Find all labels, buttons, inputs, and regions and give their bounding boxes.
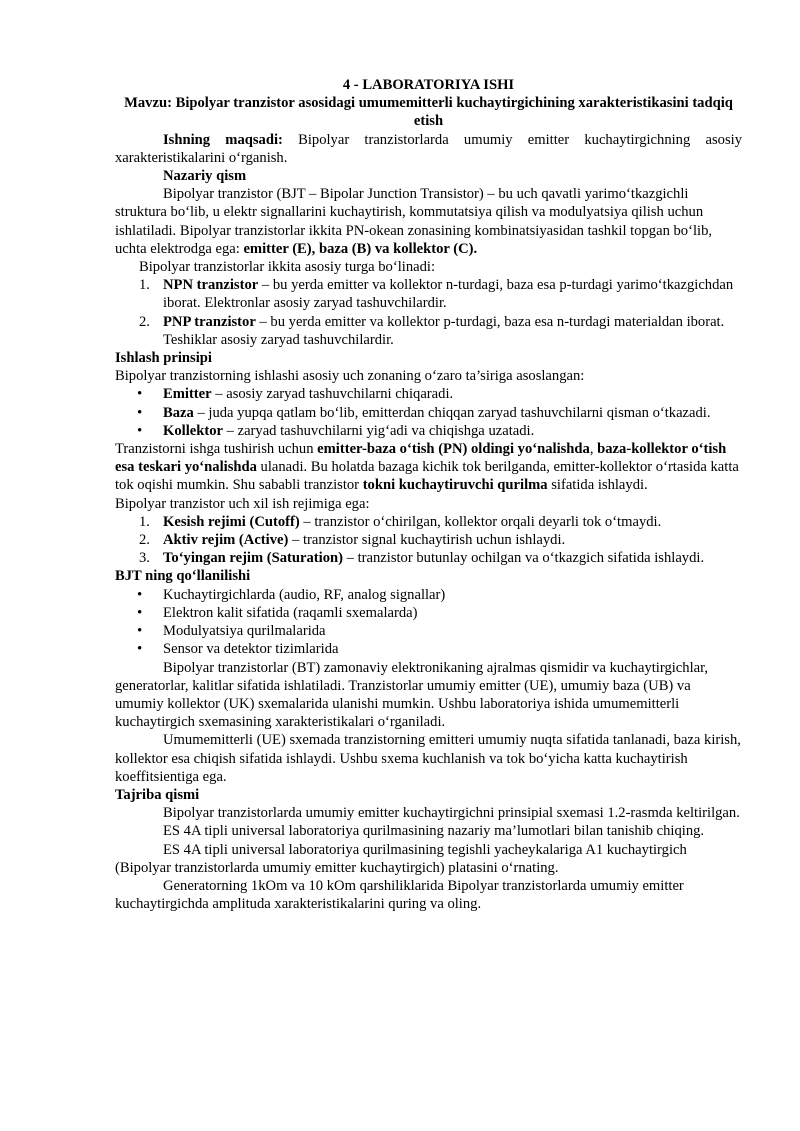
list-term: Emitter (163, 386, 212, 403)
bullet-icon: • (137, 623, 143, 640)
bullet-icon: • (137, 604, 143, 621)
text-run: Tranzistorni ishga tushirish uchun (115, 441, 318, 458)
experiment-paragraph-2: ES 4A tipli universal laboratoriya qurilmasining nazariy ma’lumotlari bilan tanishib chiqing. (163, 823, 705, 840)
bullet-icon: • (137, 586, 143, 603)
list-text: – zaryad tashuvchilarni yig‘adi va chiqishga uzatadi. (223, 422, 535, 439)
lab-subtitle: Mavzu: Bipolyar tranzistor asosidagi umumemitterli kuchaytirgichining xarakteristikasini tadqiq etish (124, 95, 733, 130)
bullet-icon: • (137, 641, 143, 658)
list-text: – asosiy zaryad tashuvchilarni chiqaradi. (211, 386, 454, 403)
list-number: 3. (139, 550, 150, 567)
list-item (115, 531, 742, 549)
list-item (115, 422, 742, 440)
zones-list (115, 385, 742, 440)
applications-paragraph-2: Umumemitterli (UE) sxemada tranzistorning emitteri umumiy nuqta sifatida tanlanadi, baza kirish, kollektor esa chiqish sifatida ishlaydi. Ushbu sxema kuchlanish va tok bo‘yicha katta kuchaytirish koeffitsientiga ega. (115, 732, 741, 785)
bold-run: baza-kollektor o‘tish esa teskari yo‘nalishda (115, 441, 727, 476)
list-text: – juda yupqa qatlam bo‘lib, emitterdan chiqqan zaryad tashuvchilarni qisman o‘tkazadi. (193, 404, 711, 421)
list-text: – bu yerda emitter va kollektor n-turdagi, baza esa p-turdagi yarimo‘tkazgichdan iborat. Elektronlar asosiy zaryad tashuvchilardir. (163, 277, 734, 312)
modes-list (115, 513, 742, 568)
bullet-icon: • (137, 386, 143, 403)
list-term: Kesish rejimi (Cutoff) (163, 513, 300, 530)
list-term: Baza (163, 404, 194, 421)
list-item (115, 549, 742, 567)
list-number: 1. (139, 513, 150, 530)
list-text: – tranzistor o‘chirilgan, kollektor orqali deyarli tok o‘tmaydi. (299, 513, 662, 530)
experiment-paragraph-3: ES 4A tipli universal laboratoriya qurilmasining tegishli yacheykalariga A1 kuchaytirgich (Bipolyar tranzistorlarda umumiy emitter kuchaytirgich) platasini o‘rnating. (115, 841, 687, 876)
modes-intro: Bipolyar tranzistor uch xil ish rejimiga ega: (115, 495, 370, 512)
list-item (115, 276, 742, 312)
list-term: PNP tranzistor (163, 313, 256, 330)
theory-heading: Nazariy qism (163, 168, 247, 185)
list-term: NPN tranzistor (163, 277, 259, 294)
list-number: 1. (139, 277, 150, 294)
list-item (115, 385, 742, 403)
theory-intro (115, 185, 742, 258)
types-intro: Bipolyar tranzistorlar ikkita asosiy turga bo‘linadi: (139, 259, 436, 276)
list-item (115, 604, 742, 622)
text-run: ulanadi. Bu holatda bazaga kichik tok berilganda, emitter-kollektor o‘rtasida katta tok oqishi mumkin. Shu sababli tranzistor (115, 459, 739, 494)
bullet-icon: • (137, 422, 143, 439)
list-item (115, 586, 742, 604)
list-text: Sensor va detektor tizimlarida (163, 641, 339, 658)
principle-heading: Ishlash prinsipi (115, 350, 212, 367)
goal-label: Ishning maqsadi: (163, 131, 283, 148)
experiment-paragraph-4: Generatorning 1kOm va 10 kOm qarshiliklarida Bipolyar tranzistorlarda umumiy emitter kuchaytirgichda amplituda xarakteristikalarini quring va oling. (115, 877, 684, 913)
goal-text: Bipolyar tranzistorlarda umumiy emitter kuchaytirgichning asosiy xarakteristikalarini o‘rganish. (115, 131, 742, 166)
text-run: , (589, 441, 598, 458)
list-text: – tranzistor signal kuchaytirish uchun ishlaydi. (288, 532, 566, 549)
list-item (115, 404, 742, 422)
applications-list (115, 586, 742, 659)
list-text: Elektron kalit sifatida (raqamli sxemalarda) (163, 604, 418, 621)
list-text: – tranzistor butunlay ochilgan va o‘tkazgich sifatida ishlaydi. (343, 550, 705, 567)
principle-intro: Bipolyar tranzistorning ishlashi asosiy uch zonaning o‘zaro ta’siriga asoslangan: (115, 368, 585, 385)
list-number: 2. (139, 532, 150, 549)
applications-heading: BJT ning qo‘llanilishi (115, 568, 251, 585)
bold-run: tokni kuchaytiruvchi qurilma (362, 477, 548, 494)
theory-intro-electrodes: emitter (E), baza (B) va kollektor (C). (243, 240, 478, 257)
list-item (115, 513, 742, 531)
list-item (115, 313, 742, 349)
list-term: Aktiv rejim (Active) (163, 532, 289, 549)
list-item (115, 640, 742, 658)
transistor-types-list (115, 276, 742, 349)
list-text: Modulyatsiya qurilmalarida (163, 623, 326, 640)
lab-title: 4 - LABORATORIYA ISHI (342, 77, 515, 93)
theory-intro-text: Bipolyar tranzistor (BJT – Bipolar Junction Transistor) – bu uch qavatli yarimo‘tkazgichli struktura bo‘lib, u elektr signallarini kuchaytirish, kommutatsiya qilish va modulyatsiya qilish uchun ishlatiladi. Bipolyar tranzistorlar ikkita PN-okean zonasining kombinatsiyasidan tashkil topgan bo‘lib, uchta elektrodga ega: (115, 186, 713, 257)
bullet-icon: • (137, 404, 143, 421)
text-run: sifatida ishlaydi. (547, 477, 648, 494)
list-term: To‘yingan rejim (Saturation) (163, 550, 343, 567)
bold-run: emitter-baza o‘tish (PN) oldingi yo‘nalishda (317, 441, 590, 458)
list-item (115, 622, 742, 640)
experiment-heading: Tajriba qismi (115, 786, 200, 803)
list-text: – bu yerda emitter va kollektor p-turdagi, baza esa n-turdagi materialdan iborat. Teshiklar asosiy zaryad tashuvchilardir. (163, 313, 725, 348)
list-term: Kollektor (163, 422, 223, 439)
experiment-paragraph-1: Bipolyar tranzistorlarda umumiy emitter kuchaytirgichni prinsipial sxemasi 1.2-rasmda keltirilgan. (163, 805, 740, 822)
applications-paragraph-1: Bipolyar tranzistorlar (BT) zamonaviy elektronikaning ajralmas qismidir va kuchaytirgichlar, generatorlar, kalitlar sifatida ishlatiladi. Tranzistorlar umumiy emitter (UE), umumiy baza (UB) va umumiy kollektor (UK) sxemalarida ulanishi mumkin. Ushbu laboratoriya ishida umumemitterli kuchaytirgich sxemasining xarakteristikalari o‘rganiladi. (115, 659, 709, 731)
list-number: 2. (139, 313, 150, 330)
goal-paragraph (115, 131, 742, 167)
principle-paragraph (115, 440, 742, 495)
list-text: Kuchaytirgichlarda (audio, RF, analog signallar) (163, 586, 446, 603)
